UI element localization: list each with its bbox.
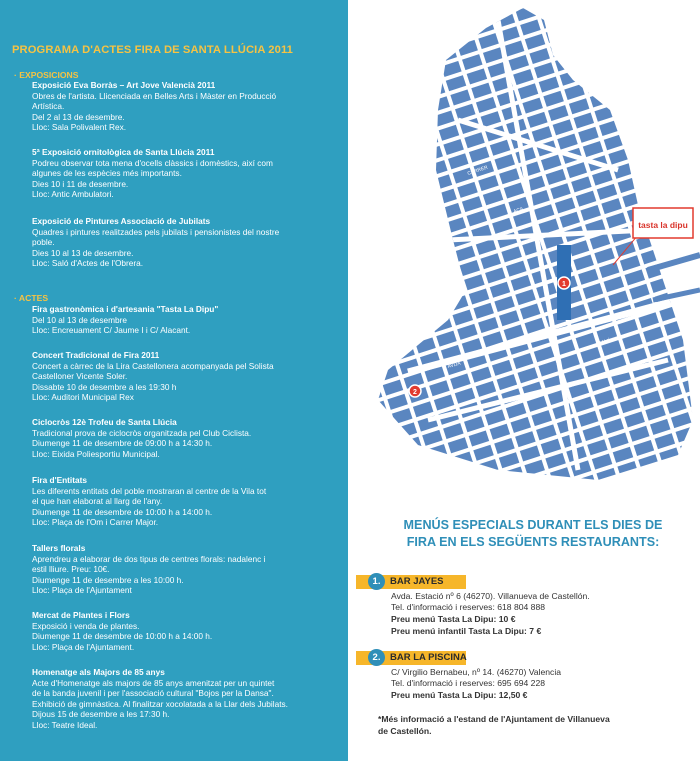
event-line: Diumenge 11 de desembre de 09:00 h a 14:30 h. [32,438,213,449]
restaurants-panel [348,512,700,761]
restaurant-2-phone: Tel. d'informació i reserves: 695 694 228 [391,678,546,688]
more-info-note [378,714,694,737]
section-exposicions-label: · EXPOSICIONS [14,70,79,80]
restaurant-1-address: Avda. Estació nº 6 (46270). Villanueva de Castellón. [391,591,590,601]
event-block [32,610,344,652]
event-line: Lloc: Plaça de l'Om i Carrer Major. [32,517,159,528]
event-line: Lloc: Teatre Ideal. [32,719,98,730]
event-block [32,667,344,731]
event-title: Exposició Eva Borràs – Art Jove Valencià 2011 [32,80,216,90]
event-title: Concert Tradicional de Fira 2011 [32,350,160,360]
event-line: Lloc: Plaça de l'Ajuntament [32,585,132,596]
event-line: de la banda juvenil i per l'associació cultural "Bojos per la Dansa". [32,688,274,699]
marker-1-label: 1 [562,281,566,288]
marker-2-label: 2 [413,389,417,396]
event-line: Concert a càrrec de la Lira Castellonera acompanyada pel Solista [32,360,274,371]
event-line: Lloc: Sala Polivalent Rex. [32,122,127,133]
event-line: Exposició i venda de plantes. [32,620,140,631]
event-line: Acte d'Homenatge als majors de 85 anys amenitzat per un quintet [32,677,275,688]
event-line: poble. [32,237,55,248]
map-blocks [348,0,700,512]
event-line: Lloc: Eixida Poliesportiu Municipal. [32,448,160,459]
event-title: Ciclocròs 12è Trofeu de Santa Llúcia [32,417,177,427]
event-line: Dijous 15 de desembre a les 17:30 h. [32,709,170,720]
event-line: Diumenge 11 de desembre de 10:00 h a 14:00 h. [32,506,213,517]
event-block [32,216,344,269]
restaurants-heading [368,517,698,551]
event-line: Tradicional prova de ciclocròs organitzada pel Club Ciclista. [32,427,252,438]
restaurant-1-number: 1. [368,573,385,590]
event-block [32,475,344,528]
event-line: estil lliure. Preu: 10€. [32,564,110,575]
event-line: Lloc: Plaça de l'Ajuntament. [32,641,135,652]
event-line: Lloc: Encreuament C/ Jaume I i C/ Alacant. [32,325,191,336]
event-line: Lloc: Saló d'Actes de l'Obrera. [32,258,144,269]
tasta-logo-text: tasta la dipu [638,220,688,230]
restaurant-2-price: Preu menú Tasta La Dipu: 12,50 € [391,690,528,700]
event-title: Tallers florals [32,543,86,553]
program-panel [0,0,348,761]
event-line: Les diferents entitats del poble mostraran al centre de la Vila tot [32,485,267,496]
street-label: AVDA [446,360,462,370]
event-block [32,543,344,596]
event-block [32,350,344,403]
restaurants-heading-line: FIRA EN ELS SEGÜENTS RESTAURANTS: [406,535,660,549]
event-line: Lloc: Auditori Municipal Rex [32,392,134,403]
event-title: Fira gastronòmica i d'artesania "Tasta La Dipu" [32,304,219,314]
restaurant-1-price: Preu menú Tasta La Dipu: 10 € [391,614,516,624]
event-line: Del 2 al 13 de desembre. [32,111,125,122]
street-label: CAMÍ [596,337,611,347]
event-line: Diumenge 11 de desembre de 10:00 h a 14:00 h. [32,631,213,642]
event-line: Dissabte 10 de desembre a les 19:30 h [32,381,177,392]
event-line: Artística. [32,101,65,112]
event-block [32,147,344,200]
event-line: Lloc: Antic Ambulatori. [32,189,114,200]
event-title: Exposició de Pintures Associació de Jubilats [32,216,211,226]
event-line: Podreu observar tota mena d'ocells clàssics i domèstics, així com [32,157,273,168]
street-label: CARRER [466,164,489,177]
event-line: Dies 10 i 11 de desembre. [32,178,129,189]
event-block [32,304,344,336]
event-line: Aprendreu a elaborar de dos tipus de centres florals: nadalenc i [32,553,266,564]
restaurants-heading-line: MENÚS ESPECIALS DURANT ELS DIES DE [403,518,663,532]
restaurant-2-name: BAR LA PISCINA [390,652,467,663]
restaurant-2-address: C/ Virgilio Bernabeu, nº 14. (46270) Valencia [391,667,562,677]
restaurant-1-price-kids: Preu menú infantil Tasta La Dipu: 7 € [391,626,542,636]
event-line: Obres de l'artista. Llicenciada en Belles Arts i Màster en Producció [32,90,277,101]
event-line: Quadres i pintures realitzades pels jubilats i pensionistes del nostre [32,226,280,237]
event-block [32,417,344,459]
event-block [32,80,344,133]
event-line: Del 10 al 13 de desembre [32,314,128,325]
street-label: PLAÇA [506,206,525,217]
event-line: Castelloner Vicente Soler. [32,371,128,382]
restaurant-1-phone: Tel. d'informació i reserves: 618 804 888 [391,602,546,612]
town-map [348,0,700,512]
event-line: Diumenge 11 de desembre a les 10:00 h. [32,574,184,585]
note-line: de Castellón. [378,725,432,736]
event-line: Dies 10 al 13 de desembre. [32,247,134,258]
note-line: *Més informació a l'estand de l'Ajuntament de Villanueva [378,714,610,724]
program-title: PROGRAMA D'ACTES FIRA DE SANTA LLÚCIA 2011 [12,44,293,56]
event-title: 5ª Exposició ornitològica de Santa Llúcia 2011 [32,147,215,157]
event-title: Fira d'Entitats [32,475,87,485]
event-line: Exhibició de gimnàstica. Al finalitzar xocolatada a la Llar dels Jubilats. [32,698,288,709]
event-line: algunes de les espècies més importants. [32,168,182,179]
section-actes-label: · ACTES [14,293,49,303]
restaurant-2-number: 2. [368,649,385,666]
map-svg [348,0,700,512]
event-title: Homenatge als Majors de 85 anys [32,667,165,677]
restaurant-1-name: BAR JAYES [390,576,444,587]
event-line: el que han elaborat al llarg de l'any. [32,496,163,507]
event-title: Mercat de Plantes i Flors [32,610,130,620]
